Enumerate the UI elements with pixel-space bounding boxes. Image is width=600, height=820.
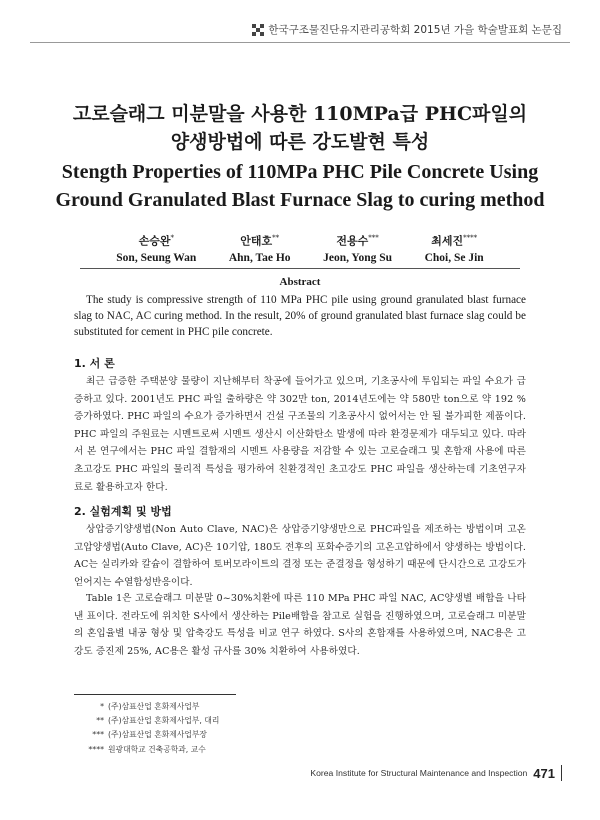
footnote — [74, 714, 219, 728]
abstract-text: The study is compressive strength of 110 MPa PHC pile using ground granulated blast furnace slag to NAC, AC curing method. In the result, 20% of ground granulated blast furnace slag could be substituted for cement in PHC pile concrete. — [74, 294, 526, 338]
author-english-name: Jeon, Yong Su — [323, 251, 393, 264]
author-korean-name: 안태호 — [240, 234, 273, 248]
english-title-line-2: Ground Granulated Blast Furnace Slag to curing method — [55, 189, 545, 211]
author — [425, 230, 484, 267]
author — [229, 230, 291, 267]
footnote-mark: * — [100, 702, 104, 711]
footnote-mark: **** — [88, 744, 104, 754]
author-english-name: Choi, Se Jin — [424, 251, 484, 264]
author-mark: **** — [463, 234, 478, 242]
author-list — [100, 230, 500, 267]
abstract-rule — [80, 268, 520, 269]
footer-divider — [561, 765, 562, 781]
korean-title-line-1: 고로슬래그 미분말을 사용한 110MPa급 PHC파일의 — [72, 103, 528, 125]
abstract-heading: Abstract — [279, 276, 321, 288]
footnote — [74, 728, 219, 742]
footnote-text: (주)삼표산업 혼화제사업부장 — [108, 730, 207, 740]
section-heading: 2. 실험계획 및 방법 — [74, 505, 172, 518]
author-mark: *** — [368, 234, 379, 242]
logo-icon — [252, 24, 264, 36]
author-korean-name: 손승완 — [138, 234, 171, 248]
section-paragraph: 최근 급증한 주택분양 물량이 지난해부터 착공에 들어가고 있으며, 기초공사에 투입되는 파일 수요가 급증하고 있다. 2001년도 PHC 파일 출하량은 약 302만 ton, 2014년도에는 약 580만 ton으로 약 192 % 증가하였다. PHC 파일의 수요가 증가하면서 건설 구조물의 기초공사시 없어서는 안 될 불가피한 제품이다. PHC 파일의 주원료는 시멘트로써 시멘트 생산시 이산화탄소 발생에 따라 환경문제가 대두되고 있다. 따라서 본 연구에서는 PHC 파일 결합재의 시멘트 사용량을 저감할 수 있는 고로슬래그 및 혼합재 사용에 따른 초고강도 PHC 파일의 물리적 특성을 평가하여 친환경적인 초고강도 PHC 파일을 생산하는데 기초연구자료로 활용하고자 한다. — [74, 376, 526, 493]
section-heading: 1. 서 론 — [74, 357, 115, 370]
author-mark: ** — [272, 234, 280, 242]
footnote-mark: ** — [96, 716, 104, 726]
author-mark: * — [170, 234, 174, 242]
section-paragraph: Table 1은 고로슬래그 미분말 0~30%치환에 따른 110 MPa PHC 파일 NAC, AC양생별 배합을 나타낸 표이다. 전라도에 위치한 S사에서 생산하는 Pile배합을 참고로 실험을 진행하였으며, 고로슬래그 미분말의 혼입율별 내공 형상 및 압축강도 특성을 비교 연구 하였다. S사의 혼합재를 사용하였으며, NAC용은 고강도 증진제 25%, AC용은 활성 규사를 30% 치환하여 사용하였다. — [74, 593, 526, 657]
korean-title — [0, 100, 600, 156]
author-korean-name: 전용수 — [336, 234, 369, 248]
english-title — [0, 158, 600, 214]
page-footer — [310, 765, 562, 781]
conference-name: 한국구조물진단유지관리공학회 2015년 가을 학술발표회 논문집 — [268, 24, 562, 36]
footnotes — [74, 700, 219, 757]
footnote-text: (주)삼표산업 혼화제사업부, 대리 — [108, 716, 220, 726]
footnote-rule — [74, 694, 236, 695]
running-header — [252, 22, 562, 37]
page-number: 471 — [533, 765, 555, 781]
author-english-name: Ahn, Tae Ho — [228, 251, 291, 264]
footnote-mark: *** — [92, 730, 104, 740]
korean-title-line-2: 양생방법에 따른 강도발현 특성 — [170, 131, 430, 153]
section-paragraph: 상압증기양생법(Non Auto Clave, NAC)은 상압증기양생만으로 PHC파일을 제조하는 방법이며 고온고압양생법(Auto Clave, AC)은 10기압, 180도 전후의 포화수증기의 고온고압하에서 양생하는 방법이다. AC는 실리카와 칼슘이 결합하여 토버모라이트의 결정 또는 준결정을 형성하기 때문에 단시간으로 고강도가 얻어지는 수열합성반응이다. — [74, 524, 526, 588]
english-title-line-1: Stength Properties of 110MPa PHC Pile Concrete Using — [61, 161, 539, 183]
author-english-name: Son, Seung Wan — [116, 251, 197, 264]
author — [323, 230, 392, 267]
footnote — [74, 743, 219, 757]
author-korean-name: 최세진 — [431, 234, 464, 248]
footnote-text: (주)삼표산업 혼화제사업부 — [108, 702, 200, 711]
footnote-text: 원광대학교 건축공학과, 교수 — [108, 744, 206, 754]
footnote — [74, 700, 219, 714]
author — [116, 230, 196, 267]
footer-organization: Korea Institute for Structural Maintenance and Inspection — [310, 768, 528, 778]
header-rule — [30, 42, 570, 43]
